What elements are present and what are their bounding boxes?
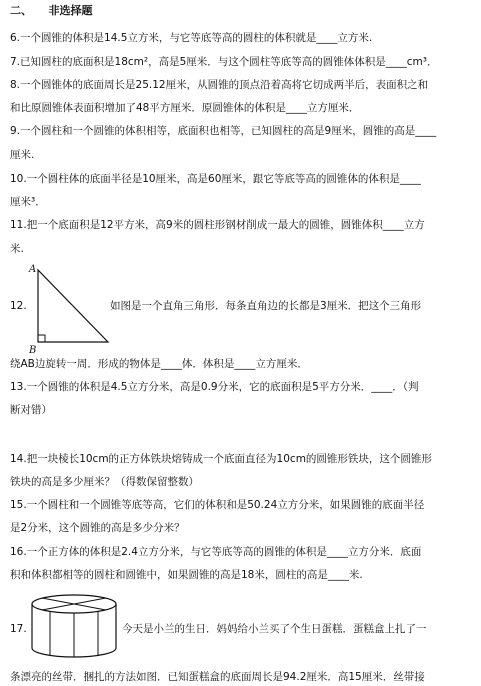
question-16-line-2: 积和体积都相等的圆柱和圆锥中，如果圆锥的高是18米，圆柱的高是____米. [10,569,363,581]
right-angle-marker [38,335,45,342]
question-14-line-2: 铁块的高是多少厘米？（得数保留整数） [10,476,199,488]
question-10-line-1: 10.一个圆柱体的底面半径是10厘米，高是60厘米，跟它等底等高的圆锥体的体积是____ [10,173,421,185]
question-17-line-2: 条漂亮的丝带．捆扎的方法如图．已知蛋糕盒的底面周长是94.2厘米．高15厘米．丝带接 [10,671,425,683]
question-12-number: 12. [10,300,27,312]
cake-box-figure [28,590,120,662]
question-11-line-2: 米. [10,243,24,255]
question-7: 7.已知圆柱的底面积是18cm²，高是5厘米．与这个圆柱等底等高的圆锥体体积是____cm³． [10,56,438,68]
question-17-line-1: 今天是小兰的生日．妈妈给小兰买了个生日蛋糕．蛋糕盒上扎了一 [122,623,427,635]
right-triangle-figure [26,262,116,357]
question-13-line-1: 13.一个圆锥的体积是4.5立方分米，高是0.9分米，它的底面积是5平方分米．____．（判 [10,381,419,393]
question-15-line-2: 是2分米，这个圆锥的高是多少分米？ [10,522,185,534]
question-8-line-2: 和比原圆锥体表面积增加了48平方厘米．原圆锥体的体积是____立方厘米． [10,102,360,114]
question-10-line-2: 厘米³． [10,196,46,208]
question-9-line-1: 9.一个圆柱和一个圆锥的体积相等，底面积也相等，已知圆柱的高是9厘米，圆锥的高是____ [10,125,437,137]
question-12-line-1: 如图是一个直角三角形．每条直角边的长都是3厘米．把这个三角形 [110,300,422,312]
question-8-line-1: 8.一个圆锥体的底面周长是25.12厘米，从圆锥的顶点沿着高将它切成两半后，表面积之和 [10,79,429,91]
question-13-line-2: 断对错） [10,404,52,416]
question-14-line-1: 14.把一块棱长10cm的正方体铁块熔铸成一个底面直径为10cm的圆锥形铁块，这个圆锥形 [10,453,432,465]
question-9-line-2: 厘米. [10,149,35,161]
section-title: 二、 非选择题 [10,4,93,17]
question-15-line-1: 15.一个圆柱和一个圆锥等底等高，它们的体积和是50.24立方分米，如果圆锥的底面半径 [10,499,425,511]
question-6: 6.一个圆锥的体积是14.5立方米，与它等底等高的圆柱的体积就是____立方米. [10,32,373,44]
vertex-a-label: A [29,264,37,275]
question-17-number: 17. [10,623,27,635]
question-16-line-1: 16.一个正方体的体积是2.4立方分米，与它等底等高的圆锥的体积是____立方分米．底面 [10,546,422,558]
question-12-line-2: 绕AB边旋转一周．形成的物体是____体．体积是____立方厘米． [10,358,308,370]
triangle-shape [38,270,108,342]
vertex-b-label: B [29,345,37,356]
question-11-line-1: 11.把一个底面积是12平方米，高9米的圆柱形钢材削成一最大的圆锥，圆锥体积____立方 [10,219,425,231]
